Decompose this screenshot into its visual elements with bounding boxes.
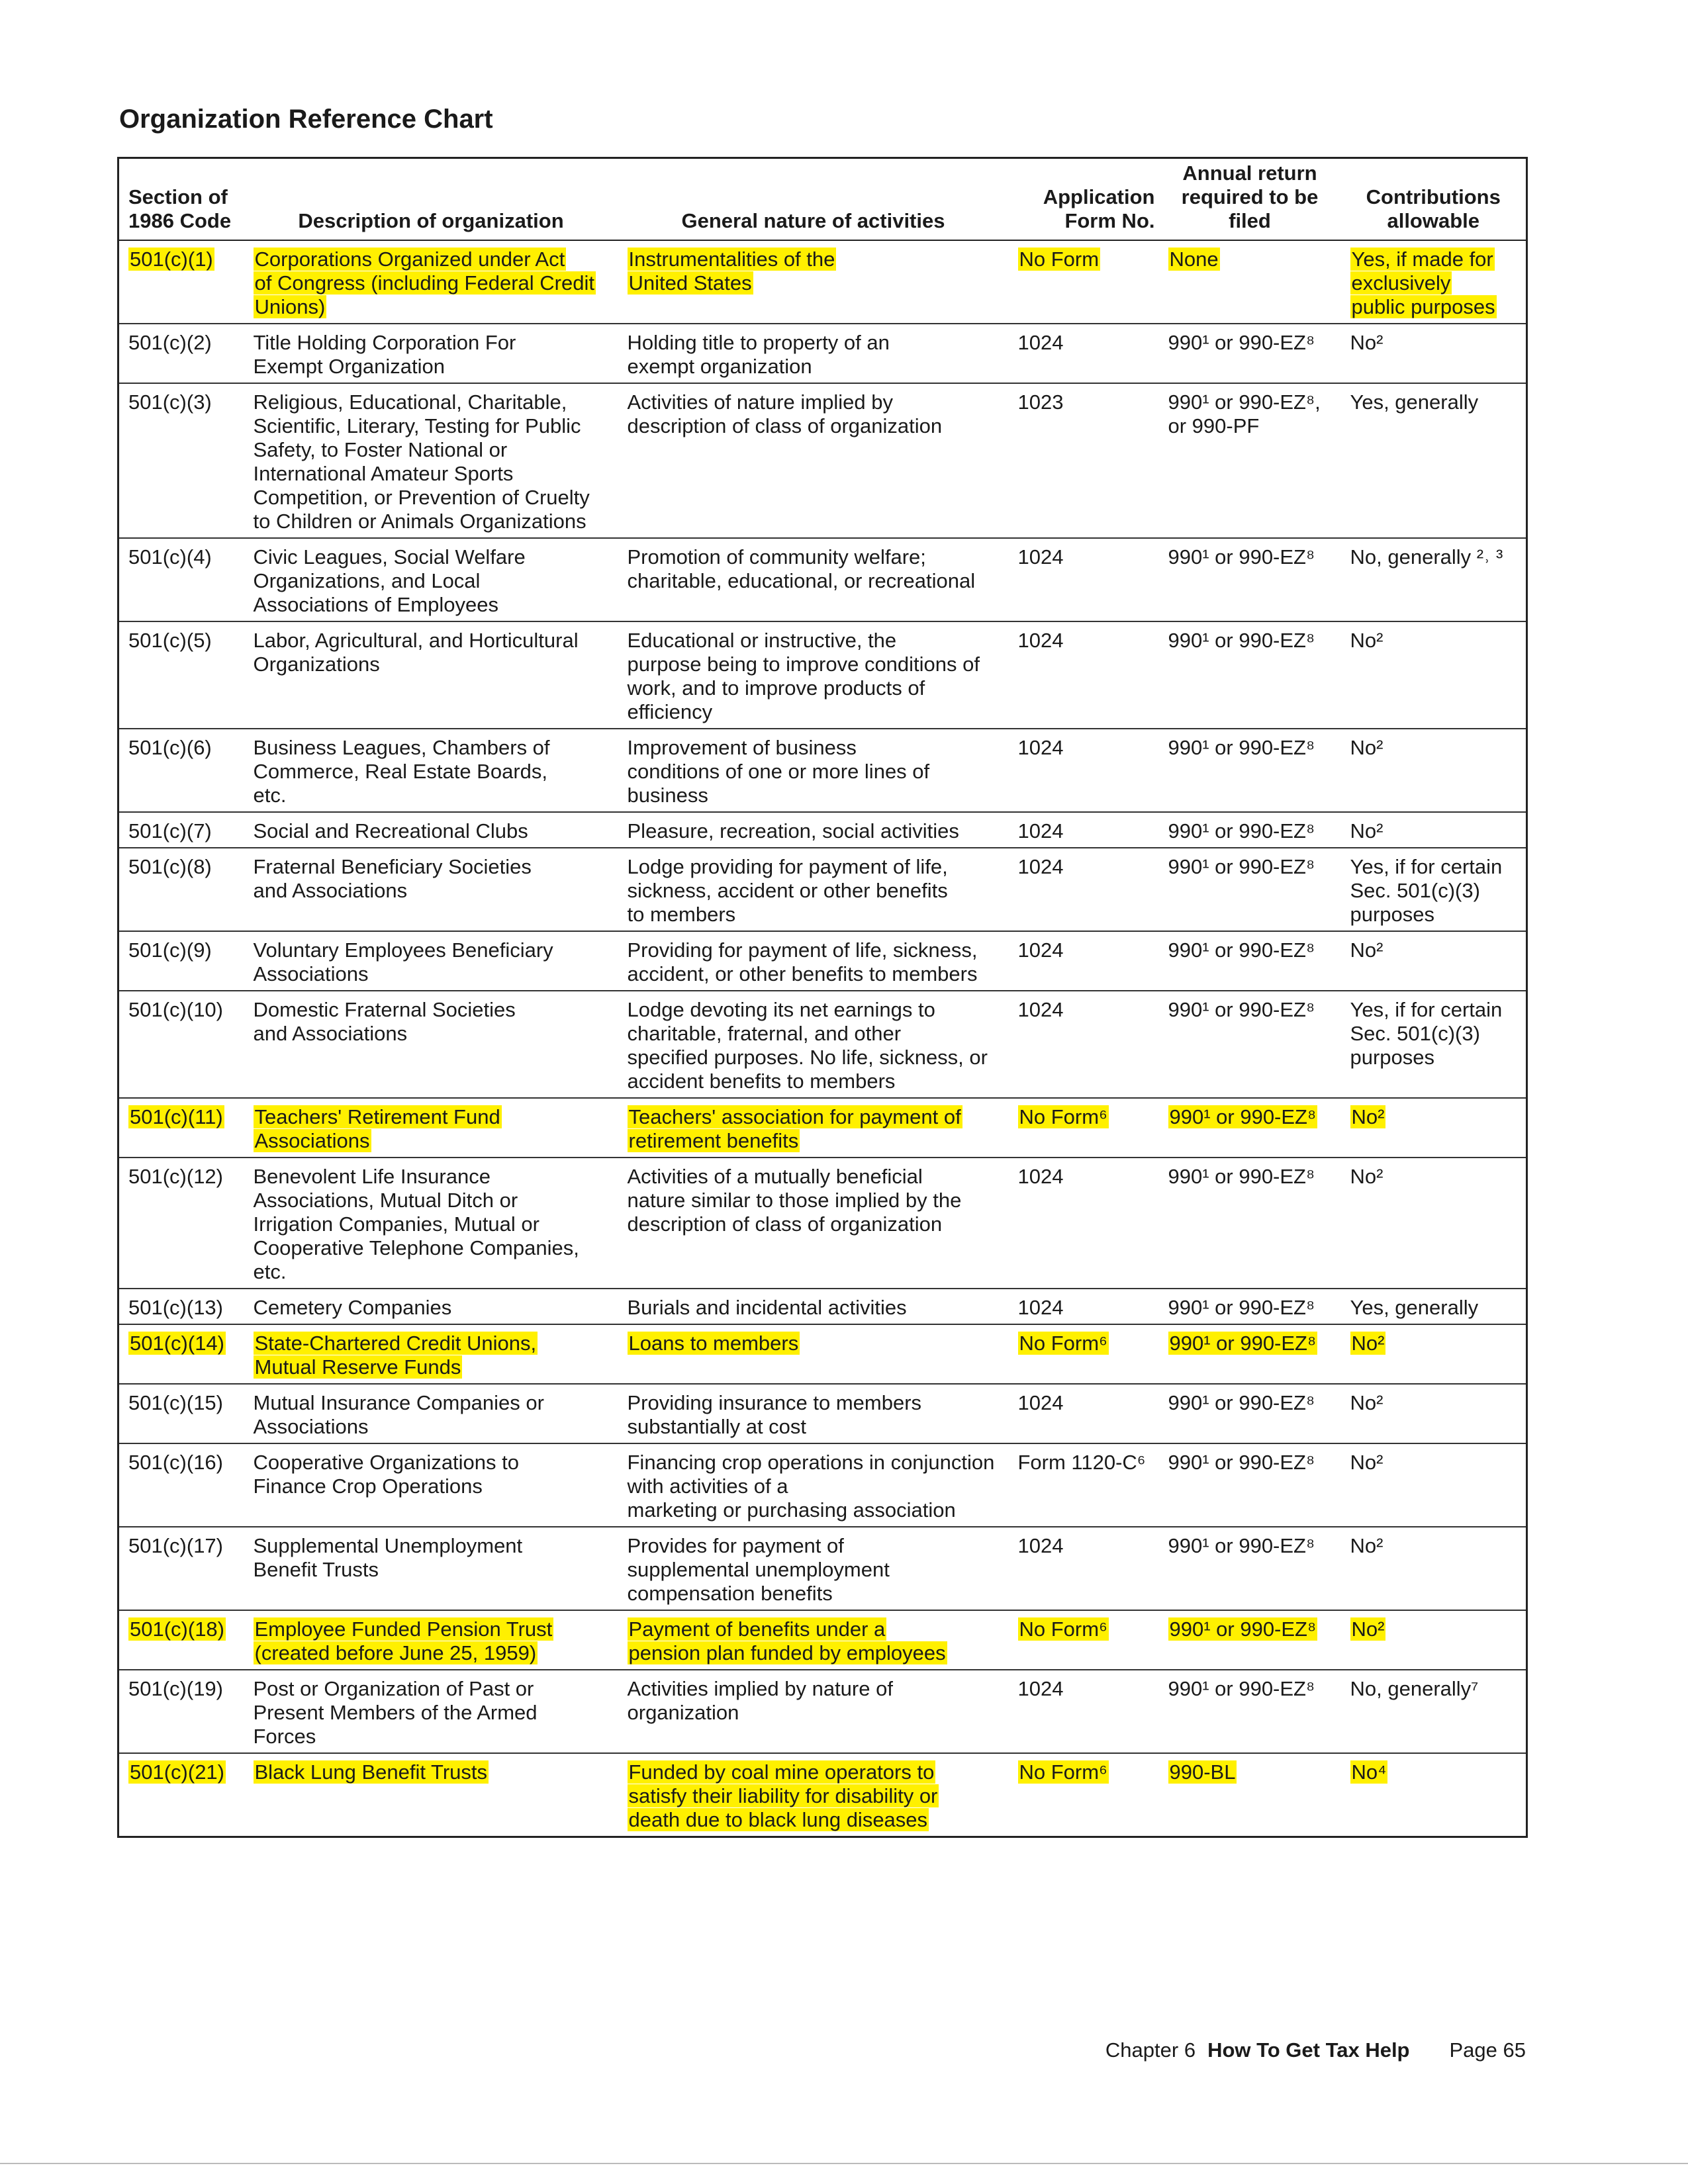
cell-section [118, 538, 244, 621]
cell-activities-text: Educational or instructive, the purpose being to improve conditions of work, and to improve products of efficiency [627, 629, 980, 723]
cell-contributions-text: No⁴ [1351, 1760, 1387, 1784]
cell-annual-return [1159, 1289, 1341, 1324]
cell-annual-return [1159, 1158, 1341, 1289]
cell-section [118, 1158, 244, 1289]
cell-annual-return-text: 990¹ or 990-EZ⁸ [1168, 545, 1315, 569]
table-row [118, 324, 1527, 383]
cell-annual-return [1159, 848, 1341, 931]
table-row [118, 538, 1527, 621]
cell-activities-text: Lodge devoting its net earnings to charitable, fraternal, and other specified purposes. No life, sickness, or accident benefits to members [627, 998, 988, 1093]
cell-annual-return [1159, 1443, 1341, 1527]
cell-activities-text: Activities of a mutually beneficial nature similar to those implied by the description of class of organization [627, 1165, 962, 1236]
cell-activities [618, 848, 1009, 931]
cell-contributions-text: No² [1351, 1105, 1385, 1128]
cell-activities-text: Loans to members [628, 1332, 799, 1355]
cell-description-text: Employee Funded Pension Trust (created before June 25, 1959) [254, 1617, 553, 1664]
cell-activities-text: Burials and incidental activities [627, 1296, 907, 1319]
cell-contributions-text: No² [1350, 736, 1383, 759]
cell-section-text: 501(c)(6) [128, 736, 212, 759]
page-title: Organization Reference Chart [119, 105, 493, 134]
cell-annual-return-text: 990-BL [1169, 1760, 1236, 1784]
cell-section [118, 1753, 244, 1837]
cell-activities [618, 812, 1009, 848]
cell-contributions-text: No² [1350, 629, 1383, 652]
cell-activities [618, 1610, 1009, 1670]
cell-annual-return [1159, 621, 1341, 729]
footer-page-number: Page 65 [1449, 2038, 1526, 2062]
header-form: Application Form No. [1009, 158, 1159, 241]
table-row [118, 931, 1527, 991]
cell-contributions [1341, 621, 1527, 729]
cell-section-text: 501(c)(13) [128, 1296, 223, 1319]
cell-contributions [1341, 324, 1527, 383]
header-activities: General nature of activities [618, 158, 1009, 241]
cell-contributions-text: No, generally⁷ [1350, 1677, 1479, 1700]
cell-description [244, 324, 618, 383]
cell-description-text: Supplemental Unemployment Benefit Trusts [253, 1534, 523, 1581]
cell-description-text: State-Chartered Credit Unions, Mutual Reserve Funds [254, 1332, 537, 1379]
cell-section [118, 1610, 244, 1670]
cell-activities [618, 383, 1009, 538]
cell-activities-text: Activities of nature implied by description of class of organization [627, 390, 943, 437]
cell-section-text: 501(c)(15) [128, 1391, 223, 1414]
cell-description [244, 931, 618, 991]
cell-contributions [1341, 1098, 1527, 1158]
cell-contributions [1341, 991, 1527, 1098]
cell-activities-text: Payment of benefits under a pension plan funded by employees [628, 1617, 946, 1664]
cell-description [244, 729, 618, 812]
cell-form-text: 1024 [1017, 855, 1064, 878]
cell-annual-return-text: 990¹ or 990-EZ⁸ [1168, 855, 1315, 878]
cell-annual-return-text: 990¹ or 990-EZ⁸ [1168, 1451, 1315, 1474]
cell-description-text: Corporations Organized under Act of Congress (including Federal Credit Unions) [254, 248, 594, 318]
cell-description-text: Labor, Agricultural, and Horticultural Organizations [253, 629, 579, 676]
cell-description [244, 991, 618, 1098]
cell-description-text: Post or Organization of Past or Present Members of the Armed Forces [253, 1677, 538, 1748]
cell-annual-return-text: 990¹ or 990-EZ⁸ [1169, 1105, 1317, 1128]
cell-contributions [1341, 848, 1527, 931]
cell-description-text: Domestic Fraternal Societies and Associations [253, 998, 516, 1045]
table-row [118, 1527, 1527, 1610]
cell-form-text: No Form⁶ [1019, 1617, 1107, 1641]
cell-annual-return-text: 990¹ or 990-EZ⁸ [1168, 736, 1315, 759]
cell-description [244, 1670, 618, 1753]
cell-description-text: Benevolent Life Insurance Associations, Mutual Ditch or Irrigation Companies, Mutual or Cooperative Telephone Companies, etc. [253, 1165, 579, 1283]
cell-description [244, 1753, 618, 1837]
cell-annual-return-text: None [1169, 248, 1219, 271]
cell-form-text: 1024 [1017, 629, 1064, 652]
cell-description [244, 621, 618, 729]
cell-activities [618, 324, 1009, 383]
cell-contributions [1341, 931, 1527, 991]
cell-annual-return [1159, 240, 1341, 324]
cell-annual-return-text: 990¹ or 990-EZ⁸ [1169, 1617, 1317, 1641]
cell-section [118, 812, 244, 848]
cell-section-text: 501(c)(19) [128, 1677, 223, 1700]
cell-description-text: Social and Recreational Clubs [253, 819, 528, 842]
cell-annual-return-text: 990¹ or 990-EZ⁸ [1168, 1165, 1315, 1188]
cell-contributions-text: No² [1350, 1534, 1383, 1557]
cell-activities-text: Teachers' association for payment of retirement benefits [628, 1105, 961, 1152]
cell-activities [618, 729, 1009, 812]
cell-contributions-text: No² [1351, 1332, 1385, 1355]
cell-section [118, 729, 244, 812]
cell-form-text: 1024 [1017, 1391, 1064, 1414]
cell-form [1009, 1384, 1159, 1443]
cell-section-text: 501(c)(11) [130, 1105, 223, 1128]
cell-form-text: 1024 [1017, 545, 1064, 569]
table-row [118, 1384, 1527, 1443]
cell-form-text: 1023 [1017, 390, 1064, 414]
cell-activities [618, 621, 1009, 729]
cell-activities-text: Provides for payment of supplemental unemployment compensation benefits [627, 1534, 890, 1605]
cell-contributions-text: No² [1350, 819, 1383, 842]
cell-description [244, 1324, 618, 1384]
cell-form [1009, 240, 1159, 324]
cell-section-text: 501(c)(8) [128, 855, 212, 878]
cell-section [118, 1324, 244, 1384]
cell-annual-return [1159, 1098, 1341, 1158]
cell-form-text: 1024 [1017, 998, 1064, 1021]
cell-section [118, 1527, 244, 1610]
footer-chapter: Chapter 6 [1105, 2038, 1196, 2062]
cell-activities-text: Holding title to property of an exempt organization [627, 331, 890, 378]
cell-annual-return [1159, 324, 1341, 383]
cell-contributions [1341, 729, 1527, 812]
cell-contributions [1341, 383, 1527, 538]
cell-form [1009, 1324, 1159, 1384]
cell-section-text: 501(c)(17) [128, 1534, 223, 1557]
cell-activities [618, 931, 1009, 991]
cell-annual-return-text: 990¹ or 990-EZ⁸, or 990-PF [1168, 390, 1321, 437]
cell-form [1009, 1753, 1159, 1837]
cell-section-text: 501(c)(5) [128, 629, 212, 652]
cell-annual-return [1159, 1384, 1341, 1443]
cell-activities-text: Lodge providing for payment of life, sickness, accident or other benefits to members [627, 855, 948, 926]
cell-activities [618, 1443, 1009, 1527]
cell-description-text: Fraternal Beneficiary Societies and Associations [253, 855, 532, 902]
cell-activities-text: Improvement of business conditions of one or more lines of business [627, 736, 930, 807]
cell-form-text: No Form⁶ [1019, 1332, 1107, 1355]
cell-form-text: 1024 [1017, 1677, 1064, 1700]
cell-description-text: Voluntary Employees Beneficiary Associations [253, 938, 553, 985]
cell-contributions-text: Yes, if for certain Sec. 501(c)(3) purposes [1350, 998, 1503, 1069]
cell-contributions-text: Yes, if made for exclusively public purposes [1351, 248, 1495, 318]
cell-section [118, 931, 244, 991]
header-description: Description of organization [244, 158, 618, 241]
cell-description-text: Cemetery Companies [253, 1296, 452, 1319]
cell-annual-return-text: 990¹ or 990-EZ⁸ [1168, 1391, 1315, 1414]
page-bottom-rule [0, 2163, 1688, 2164]
table-row [118, 991, 1527, 1098]
cell-section-text: 501(c)(2) [128, 331, 212, 354]
table-row [118, 1289, 1527, 1324]
cell-form [1009, 1443, 1159, 1527]
cell-description [244, 1527, 618, 1610]
cell-annual-return [1159, 1610, 1341, 1670]
table-row [118, 1670, 1527, 1753]
header-annual-return: Annual return required to be filed [1159, 158, 1341, 241]
cell-annual-return-text: 990¹ or 990-EZ⁸ [1169, 1332, 1317, 1355]
cell-activities [618, 1527, 1009, 1610]
cell-annual-return-text: 990¹ or 990-EZ⁸ [1168, 331, 1315, 354]
table-row [118, 729, 1527, 812]
cell-section-text: 501(c)(1) [130, 248, 213, 271]
cell-form [1009, 538, 1159, 621]
cell-annual-return [1159, 729, 1341, 812]
cell-activities-text: Pleasure, recreation, social activities [627, 819, 959, 842]
cell-annual-return [1159, 538, 1341, 621]
cell-contributions [1341, 1289, 1527, 1324]
cell-description [244, 1289, 618, 1324]
cell-form [1009, 812, 1159, 848]
cell-description-text: Mutual Insurance Companies or Associations [253, 1391, 544, 1438]
cell-form-text: 1024 [1017, 1165, 1064, 1188]
table-row [118, 812, 1527, 848]
table-row [118, 240, 1527, 324]
table-row [118, 848, 1527, 931]
cell-form-text: 1024 [1017, 819, 1064, 842]
cell-form [1009, 1098, 1159, 1158]
cell-section [118, 383, 244, 538]
table-row [118, 1098, 1527, 1158]
cell-description [244, 538, 618, 621]
cell-annual-return-text: 990¹ or 990-EZ⁸ [1168, 819, 1315, 842]
table-header-row [118, 158, 1527, 241]
cell-section [118, 1289, 244, 1324]
cell-contributions [1341, 1158, 1527, 1289]
cell-section [118, 1384, 244, 1443]
cell-annual-return [1159, 812, 1341, 848]
cell-description-text: Title Holding Corporation For Exempt Organization [253, 331, 516, 378]
cell-section [118, 240, 244, 324]
table-row [118, 621, 1527, 729]
cell-annual-return-text: 990¹ or 990-EZ⁸ [1168, 1677, 1315, 1700]
cell-activities-text: Providing insurance to members substantially at cost [627, 1391, 922, 1438]
cell-contributions [1341, 1610, 1527, 1670]
cell-section-text: 501(c)(7) [128, 819, 212, 842]
cell-form [1009, 729, 1159, 812]
cell-contributions-text: Yes, generally [1350, 390, 1479, 414]
cell-activities-text: Promotion of community welfare; charitable, educational, or recreational [627, 545, 976, 592]
cell-activities-text: Financing crop operations in conjunction with activities of a marketing or purchasing association [627, 1451, 995, 1522]
cell-description-text: Teachers' Retirement Fund Associations [254, 1105, 500, 1152]
cell-contributions [1341, 538, 1527, 621]
cell-form [1009, 383, 1159, 538]
cell-form [1009, 931, 1159, 991]
cell-contributions [1341, 240, 1527, 324]
cell-contributions-text: No² [1351, 1617, 1385, 1641]
cell-contributions-text: No² [1350, 1165, 1383, 1188]
cell-activities [618, 1384, 1009, 1443]
cell-contributions [1341, 1384, 1527, 1443]
cell-description [244, 1098, 618, 1158]
cell-form [1009, 1527, 1159, 1610]
cell-section-text: 501(c)(18) [130, 1617, 224, 1641]
cell-form [1009, 1670, 1159, 1753]
cell-contributions [1341, 1443, 1527, 1527]
cell-form-text: Form 1120-C⁶ [1017, 1451, 1146, 1474]
cell-description [244, 240, 618, 324]
cell-description-text: Cooperative Organizations to Finance Crop Operations [253, 1451, 520, 1498]
cell-section-text: 501(c)(10) [128, 998, 223, 1021]
cell-form-text: No Form⁶ [1019, 1105, 1107, 1128]
cell-annual-return-text: 990¹ or 990-EZ⁸ [1168, 629, 1315, 652]
cell-description [244, 848, 618, 931]
cell-section-text: 501(c)(16) [128, 1451, 223, 1474]
cell-form-text: 1024 [1017, 736, 1064, 759]
cell-activities [618, 991, 1009, 1098]
cell-description-text: Black Lung Benefit Trusts [254, 1760, 488, 1784]
cell-contributions [1341, 1324, 1527, 1384]
cell-contributions-text: No² [1350, 938, 1383, 962]
page-footer [1105, 2038, 1526, 2062]
cell-description [244, 812, 618, 848]
cell-annual-return [1159, 1753, 1341, 1837]
cell-activities [618, 1324, 1009, 1384]
footer-chapter-title: How To Get Tax Help [1207, 2038, 1410, 2062]
cell-section [118, 991, 244, 1098]
cell-activities-text: Instrumentalities of the United States [628, 248, 835, 295]
table-row [118, 1443, 1527, 1527]
cell-section [118, 621, 244, 729]
cell-activities [618, 1158, 1009, 1289]
cell-description-text: Business Leagues, Chambers of Commerce, Real Estate Boards, etc. [253, 736, 550, 807]
table-row [118, 1158, 1527, 1289]
cell-form [1009, 1289, 1159, 1324]
table-row [118, 1610, 1527, 1670]
cell-form-text: 1024 [1017, 1296, 1064, 1319]
table-body [118, 240, 1527, 1837]
cell-activities [618, 1289, 1009, 1324]
cell-form [1009, 621, 1159, 729]
cell-section [118, 1443, 244, 1527]
cell-activities-text: Providing for payment of life, sickness, accident, or other benefits to members [627, 938, 978, 985]
cell-activities [618, 1670, 1009, 1753]
cell-section [118, 324, 244, 383]
cell-activities-text: Funded by coal mine operators to satisfy their liability for disability or death due to black lung diseases [628, 1760, 938, 1831]
cell-contributions [1341, 1753, 1527, 1837]
cell-contributions-text: No, generally ²˒ ³ [1350, 545, 1503, 569]
cell-section-text: 501(c)(9) [128, 938, 212, 962]
cell-contributions [1341, 1670, 1527, 1753]
cell-form-text: No Form [1019, 248, 1100, 271]
cell-section-text: 501(c)(3) [128, 390, 212, 414]
cell-annual-return [1159, 1670, 1341, 1753]
cell-activities [618, 1753, 1009, 1837]
cell-annual-return [1159, 1324, 1341, 1384]
cell-form [1009, 991, 1159, 1098]
cell-annual-return-text: 990¹ or 990-EZ⁸ [1168, 998, 1315, 1021]
cell-contributions [1341, 812, 1527, 848]
cell-contributions-text: Yes, if for certain Sec. 501(c)(3) purposes [1350, 855, 1503, 926]
cell-section [118, 1670, 244, 1753]
cell-description [244, 383, 618, 538]
cell-form-text: 1024 [1017, 938, 1064, 962]
cell-annual-return [1159, 383, 1341, 538]
header-contributions: Contributions allowable [1341, 158, 1527, 241]
cell-annual-return [1159, 1527, 1341, 1610]
cell-activities [618, 538, 1009, 621]
cell-activities [618, 240, 1009, 324]
cell-description-text: Religious, Educational, Charitable, Scientific, Literary, Testing for Public Safety, to Foster National or International Amateur Sports Competition, or Prevention of Cruelty to Children or Animals Organizations [253, 390, 590, 533]
cell-section-text: 501(c)(14) [130, 1332, 224, 1355]
cell-form-text: 1024 [1017, 1534, 1064, 1557]
cell-section [118, 1098, 244, 1158]
cell-annual-return [1159, 931, 1341, 991]
cell-section-text: 501(c)(21) [130, 1760, 224, 1784]
organization-reference-table [117, 157, 1528, 1838]
cell-form [1009, 1158, 1159, 1289]
cell-activities-text: Activities implied by nature of organization [627, 1677, 893, 1724]
cell-description [244, 1443, 618, 1527]
cell-contributions-text: No² [1350, 1391, 1383, 1414]
cell-section-text: 501(c)(12) [128, 1165, 223, 1188]
cell-contributions [1341, 1527, 1527, 1610]
cell-annual-return-text: 990¹ or 990-EZ⁸ [1168, 1296, 1315, 1319]
cell-contributions-text: Yes, generally [1350, 1296, 1479, 1319]
cell-description [244, 1610, 618, 1670]
cell-form-text: No Form⁶ [1019, 1760, 1107, 1784]
table-row [118, 1753, 1527, 1837]
cell-description-text: Civic Leagues, Social Welfare Organizations, and Local Associations of Employees [253, 545, 526, 616]
cell-annual-return-text: 990¹ or 990-EZ⁸ [1168, 938, 1315, 962]
cell-contributions-text: No² [1350, 1451, 1383, 1474]
cell-form [1009, 848, 1159, 931]
cell-form [1009, 324, 1159, 383]
header-section: Section of 1986 Code [118, 158, 244, 241]
cell-annual-return-text: 990¹ or 990-EZ⁸ [1168, 1534, 1315, 1557]
table-row [118, 383, 1527, 538]
cell-contributions-text: No² [1350, 331, 1383, 354]
cell-form [1009, 1610, 1159, 1670]
cell-description [244, 1384, 618, 1443]
cell-activities [618, 1098, 1009, 1158]
table-row [118, 1324, 1527, 1384]
cell-form-text: 1024 [1017, 331, 1064, 354]
cell-section-text: 501(c)(4) [128, 545, 212, 569]
cell-section [118, 848, 244, 931]
cell-annual-return [1159, 991, 1341, 1098]
cell-description [244, 1158, 618, 1289]
